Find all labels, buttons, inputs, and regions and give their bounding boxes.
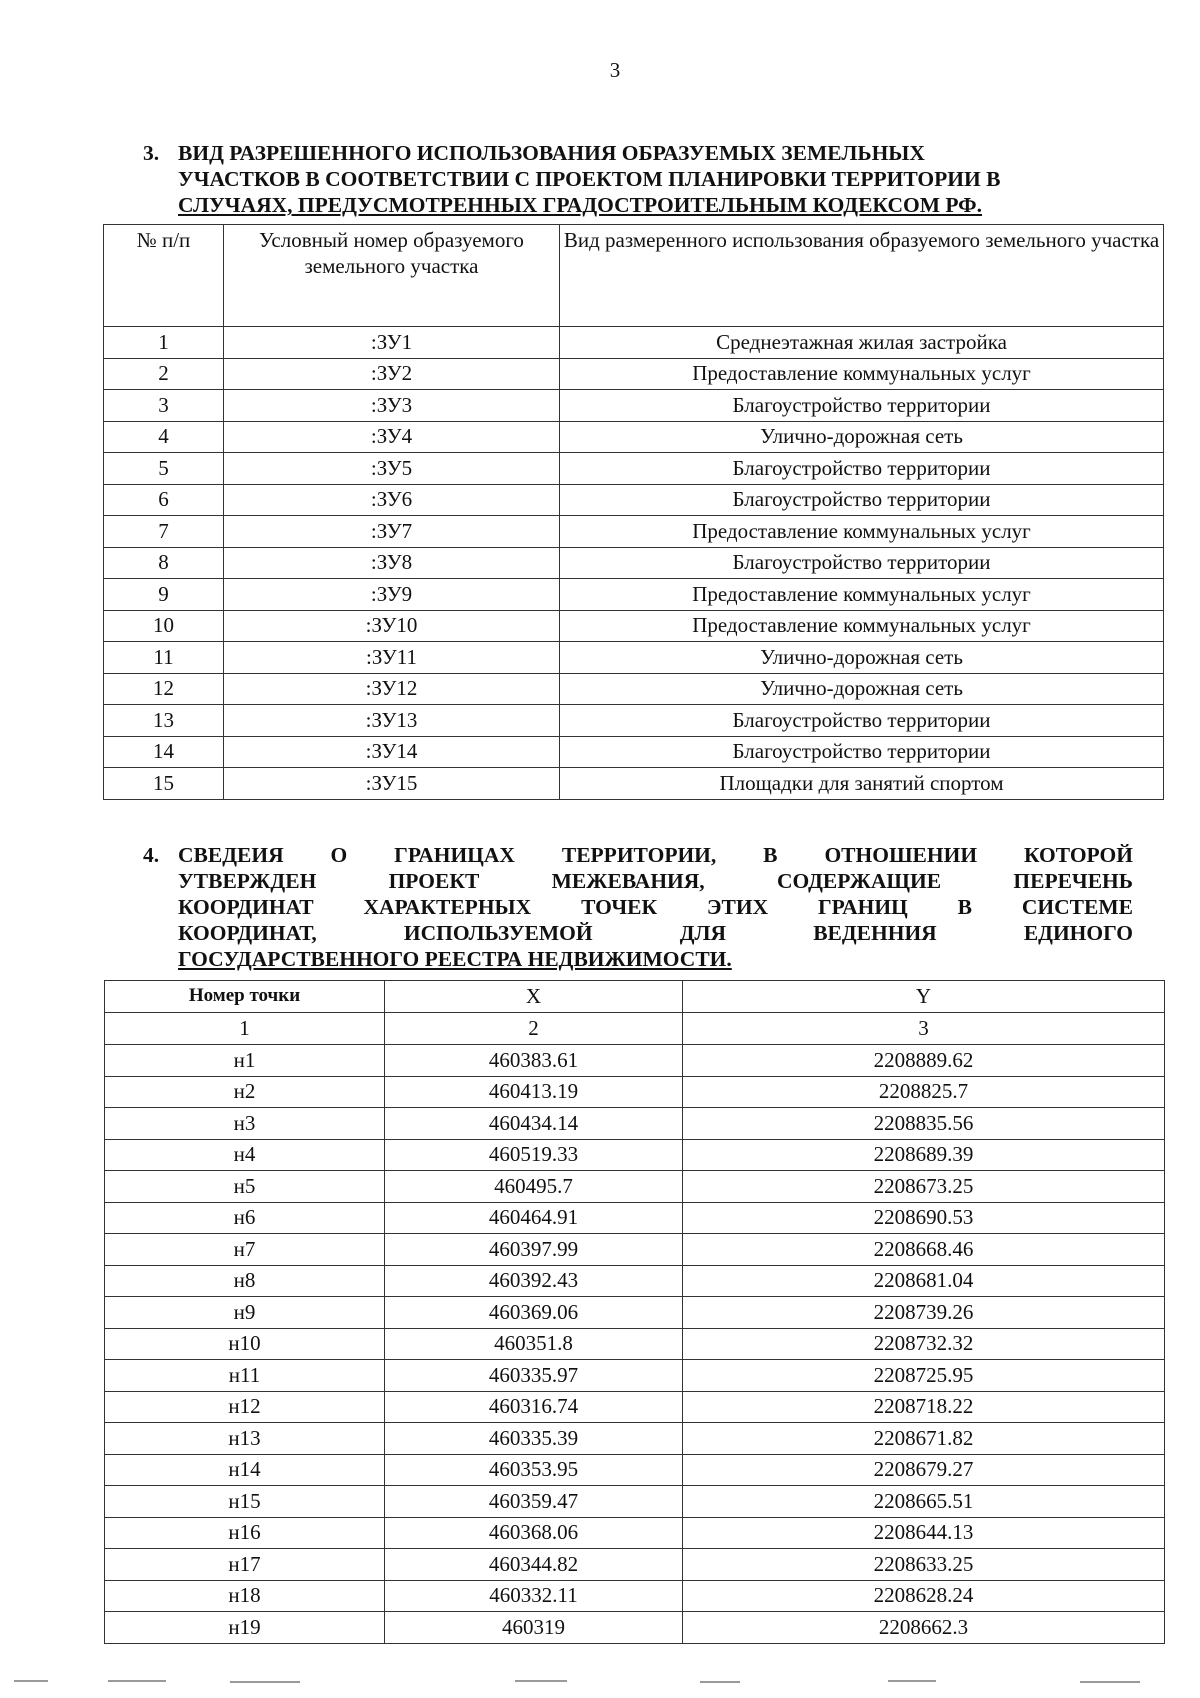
row-number-cell: 3: [104, 390, 224, 422]
table-row: [105, 1297, 1165, 1329]
table-row: [105, 1423, 1165, 1455]
land-use-table-body: [104, 327, 1164, 800]
y-coordinate-cell: 2208889.62: [683, 1045, 1165, 1077]
scan-mark: [230, 1681, 300, 1683]
section-4-heading: [143, 842, 1133, 972]
y-coordinate-cell: 2208673.25: [683, 1171, 1165, 1203]
table-row: [105, 1391, 1165, 1423]
table-header-row: [104, 225, 1164, 327]
x-coordinate-cell: 460335.39: [385, 1423, 683, 1455]
row-number-cell: 12: [104, 673, 224, 705]
plot-id-cell: :ЗУ4: [224, 421, 560, 453]
point-number-cell: н15: [105, 1486, 385, 1518]
table-row: [105, 1139, 1165, 1171]
x-coordinate-cell: 460392.43: [385, 1265, 683, 1297]
point-number-cell: н16: [105, 1517, 385, 1549]
row-number-cell: 5: [104, 453, 224, 485]
header-point-number: Номер точки: [105, 981, 385, 1013]
section-4-title-line: КООРДИНАТ ХАРАКТЕРНЫХ ТОЧЕК ЭТИХ ГРАНИЦ В СИСТЕМЕ: [178, 895, 1133, 919]
point-number-cell: н1: [105, 1045, 385, 1077]
header-plot-id: Условный номер образуемого земельного участка: [224, 225, 560, 327]
header-land-use: Вид размеренного использования образуемого земельного участка: [560, 225, 1164, 327]
scan-mark: [108, 1680, 166, 1682]
y-coordinate-cell: 2208718.22: [683, 1391, 1165, 1423]
row-number-cell: 15: [104, 768, 224, 800]
land-use-table: [103, 224, 1164, 800]
table-row: [104, 579, 1164, 611]
row-number-cell: 2: [104, 358, 224, 390]
table-row: [104, 327, 1164, 359]
table-row: [105, 1549, 1165, 1581]
land-use-cell: Благоустройство территории: [560, 705, 1164, 737]
land-use-cell: Благоустройство территории: [560, 453, 1164, 485]
land-use-cell: Благоустройство территории: [560, 736, 1164, 768]
table-header-row: [105, 981, 1165, 1013]
plot-id-cell: :ЗУ10: [224, 610, 560, 642]
scan-mark: [14, 1680, 48, 1682]
table-subheader-row: [105, 1013, 1165, 1045]
plot-id-cell: :ЗУ5: [224, 453, 560, 485]
x-coordinate-cell: 460332.11: [385, 1580, 683, 1612]
y-coordinate-cell: 2208689.39: [683, 1139, 1165, 1171]
table-row: [105, 1265, 1165, 1297]
table-row: [105, 1108, 1165, 1140]
point-number-cell: н4: [105, 1139, 385, 1171]
point-number-cell: н5: [105, 1171, 385, 1203]
land-use-cell: Улично-дорожная сеть: [560, 673, 1164, 705]
point-number-cell: н19: [105, 1612, 385, 1644]
table-row: [104, 705, 1164, 737]
table-row: [105, 1234, 1165, 1266]
scan-mark: [1080, 1681, 1140, 1683]
x-coordinate-cell: 460397.99: [385, 1234, 683, 1266]
table-row: [105, 1360, 1165, 1392]
x-coordinate-cell: 460464.91: [385, 1202, 683, 1234]
table-row: [104, 610, 1164, 642]
table-row: [105, 1454, 1165, 1486]
section-4-title-line: КООРДИНАТ, ИСПОЛЬЗУЕМОЙ ДЛЯ ВЕДЕННИЯ ЕДИНОГО: [178, 921, 1133, 945]
land-use-cell: Улично-дорожная сеть: [560, 421, 1164, 453]
table-row: [104, 547, 1164, 579]
y-coordinate-cell: 2208633.25: [683, 1549, 1165, 1581]
x-coordinate-cell: 460383.61: [385, 1045, 683, 1077]
table-row: [105, 1171, 1165, 1203]
section-4-title-line: УТВЕРЖДЕН ПРОЕКТ МЕЖЕВАНИЯ, СОДЕРЖАЩИЕ ПЕРЕЧЕНЬ: [178, 869, 1133, 893]
plot-id-cell: :ЗУ14: [224, 736, 560, 768]
row-number-cell: 10: [104, 610, 224, 642]
plot-id-cell: :ЗУ7: [224, 516, 560, 548]
row-number-cell: 9: [104, 579, 224, 611]
section-3-title-line: ВИД РАЗРЕШЕННОГО ИСПОЛЬЗОВАНИЯ ОБРАЗУЕМЫХ ЗЕМЕЛЬНЫХ: [178, 141, 925, 165]
y-coordinate-cell: 2208835.56: [683, 1108, 1165, 1140]
table-row: [104, 358, 1164, 390]
table-row: [104, 453, 1164, 485]
point-number-cell: н14: [105, 1454, 385, 1486]
table-row: [105, 1202, 1165, 1234]
table-row: [105, 1486, 1165, 1518]
x-coordinate-cell: 460368.06: [385, 1517, 683, 1549]
point-number-cell: н13: [105, 1423, 385, 1455]
section-3-title-line: УЧАСТКОВ В СООТВЕТСТВИИ С ПРОЕКТОМ ПЛАНИРОВКИ ТЕРРИТОРИИ В: [178, 167, 1001, 191]
y-coordinate-cell: 2208732.32: [683, 1328, 1165, 1360]
x-coordinate-cell: 460434.14: [385, 1108, 683, 1140]
x-coordinate-cell: 460359.47: [385, 1486, 683, 1518]
land-use-cell: Предоставление коммунальных услуг: [560, 516, 1164, 548]
x-coordinate-cell: 460353.95: [385, 1454, 683, 1486]
coordinates-table-body: [105, 1045, 1165, 1644]
table-row: [104, 390, 1164, 422]
point-number-cell: н11: [105, 1360, 385, 1392]
land-use-cell: Улично-дорожная сеть: [560, 642, 1164, 674]
point-number-cell: н6: [105, 1202, 385, 1234]
table-row: [104, 484, 1164, 516]
subheader-col-1: 1: [105, 1013, 385, 1045]
land-use-cell: Благоустройство территории: [560, 390, 1164, 422]
x-coordinate-cell: 460351.8: [385, 1328, 683, 1360]
x-coordinate-cell: 460316.74: [385, 1391, 683, 1423]
scan-mark: [888, 1680, 936, 1682]
scan-mark: [700, 1681, 740, 1683]
section-3-number: 3.: [143, 141, 160, 165]
section-4-number: 4.: [143, 843, 160, 867]
point-number-cell: н2: [105, 1076, 385, 1108]
y-coordinate-cell: 2208681.04: [683, 1265, 1165, 1297]
plot-id-cell: :ЗУ3: [224, 390, 560, 422]
row-number-cell: 7: [104, 516, 224, 548]
point-number-cell: н17: [105, 1549, 385, 1581]
y-coordinate-cell: 2208644.13: [683, 1517, 1165, 1549]
x-coordinate-cell: 460335.97: [385, 1360, 683, 1392]
table-row: [104, 516, 1164, 548]
y-coordinate-cell: 2208668.46: [683, 1234, 1165, 1266]
plot-id-cell: :ЗУ9: [224, 579, 560, 611]
coordinates-table: [104, 980, 1165, 1644]
y-coordinate-cell: 2208628.24: [683, 1580, 1165, 1612]
y-coordinate-cell: 2208690.53: [683, 1202, 1165, 1234]
table-row: [104, 736, 1164, 768]
land-use-cell: Предоставление коммунальных услуг: [560, 579, 1164, 611]
table-row: [105, 1076, 1165, 1108]
subheader-col-2: 2: [385, 1013, 683, 1045]
row-number-cell: 13: [104, 705, 224, 737]
y-coordinate-cell: 2208665.51: [683, 1486, 1165, 1518]
plot-id-cell: :ЗУ15: [224, 768, 560, 800]
plot-id-cell: :ЗУ12: [224, 673, 560, 705]
header-number: № п/п: [104, 225, 224, 327]
point-number-cell: н12: [105, 1391, 385, 1423]
table-row: [104, 421, 1164, 453]
x-coordinate-cell: 460369.06: [385, 1297, 683, 1329]
table-row: [104, 642, 1164, 674]
section-4-title-line: СВЕДЕИЯ О ГРАНИЦАХ ТЕРРИТОРИИ, В ОТНОШЕНИИ КОТОРОЙ: [178, 843, 1133, 867]
x-coordinate-cell: 460413.19: [385, 1076, 683, 1108]
y-coordinate-cell: 2208679.27: [683, 1454, 1165, 1486]
plot-id-cell: :ЗУ2: [224, 358, 560, 390]
table-row: [105, 1612, 1165, 1644]
x-coordinate-cell: 460319: [385, 1612, 683, 1644]
land-use-cell: Благоустройство территории: [560, 547, 1164, 579]
table-row: [105, 1580, 1165, 1612]
plot-id-cell: :ЗУ1: [224, 327, 560, 359]
point-number-cell: н3: [105, 1108, 385, 1140]
y-coordinate-cell: 2208662.3: [683, 1612, 1165, 1644]
point-number-cell: н18: [105, 1580, 385, 1612]
row-number-cell: 6: [104, 484, 224, 516]
row-number-cell: 8: [104, 547, 224, 579]
land-use-cell: Площадки для занятий спортом: [560, 768, 1164, 800]
x-coordinate-cell: 460519.33: [385, 1139, 683, 1171]
y-coordinate-cell: 2208739.26: [683, 1297, 1165, 1329]
section-3-heading: [143, 140, 1133, 218]
subheader-col-3: 3: [683, 1013, 1165, 1045]
section-3-title-line: СЛУЧАЯХ, ПРЕДУСМОТРЕННЫХ ГРАДОСТРОИТЕЛЬНЫМ КОДЕКСОМ РФ.: [178, 193, 982, 217]
header-x: X: [385, 981, 683, 1013]
row-number-cell: 11: [104, 642, 224, 674]
plot-id-cell: :ЗУ6: [224, 484, 560, 516]
row-number-cell: 4: [104, 421, 224, 453]
plot-id-cell: :ЗУ13: [224, 705, 560, 737]
row-number-cell: 14: [104, 736, 224, 768]
y-coordinate-cell: 2208671.82: [683, 1423, 1165, 1455]
table-row: [105, 1045, 1165, 1077]
plot-id-cell: :ЗУ8: [224, 547, 560, 579]
x-coordinate-cell: 460495.7: [385, 1171, 683, 1203]
y-coordinate-cell: 2208725.95: [683, 1360, 1165, 1392]
land-use-cell: Благоустройство территории: [560, 484, 1164, 516]
land-use-cell: Среднеэтажная жилая застройка: [560, 327, 1164, 359]
land-use-cell: Предоставление коммунальных услуг: [560, 610, 1164, 642]
page-number: 3: [609, 58, 621, 82]
row-number-cell: 1: [104, 327, 224, 359]
section-4-title-line: ГОСУДАРСТВЕННОГО РЕЕСТРА НЕДВИЖИМОСТИ.: [178, 947, 732, 971]
point-number-cell: н10: [105, 1328, 385, 1360]
land-use-cell: Предоставление коммунальных услуг: [560, 358, 1164, 390]
x-coordinate-cell: 460344.82: [385, 1549, 683, 1581]
y-coordinate-cell: 2208825.7: [683, 1076, 1165, 1108]
table-row: [105, 1328, 1165, 1360]
scan-mark: [515, 1680, 567, 1682]
point-number-cell: н9: [105, 1297, 385, 1329]
table-row: [104, 768, 1164, 800]
plot-id-cell: :ЗУ11: [224, 642, 560, 674]
table-row: [105, 1517, 1165, 1549]
table-row: [104, 673, 1164, 705]
header-y: Y: [683, 981, 1165, 1013]
point-number-cell: н7: [105, 1234, 385, 1266]
point-number-cell: н8: [105, 1265, 385, 1297]
